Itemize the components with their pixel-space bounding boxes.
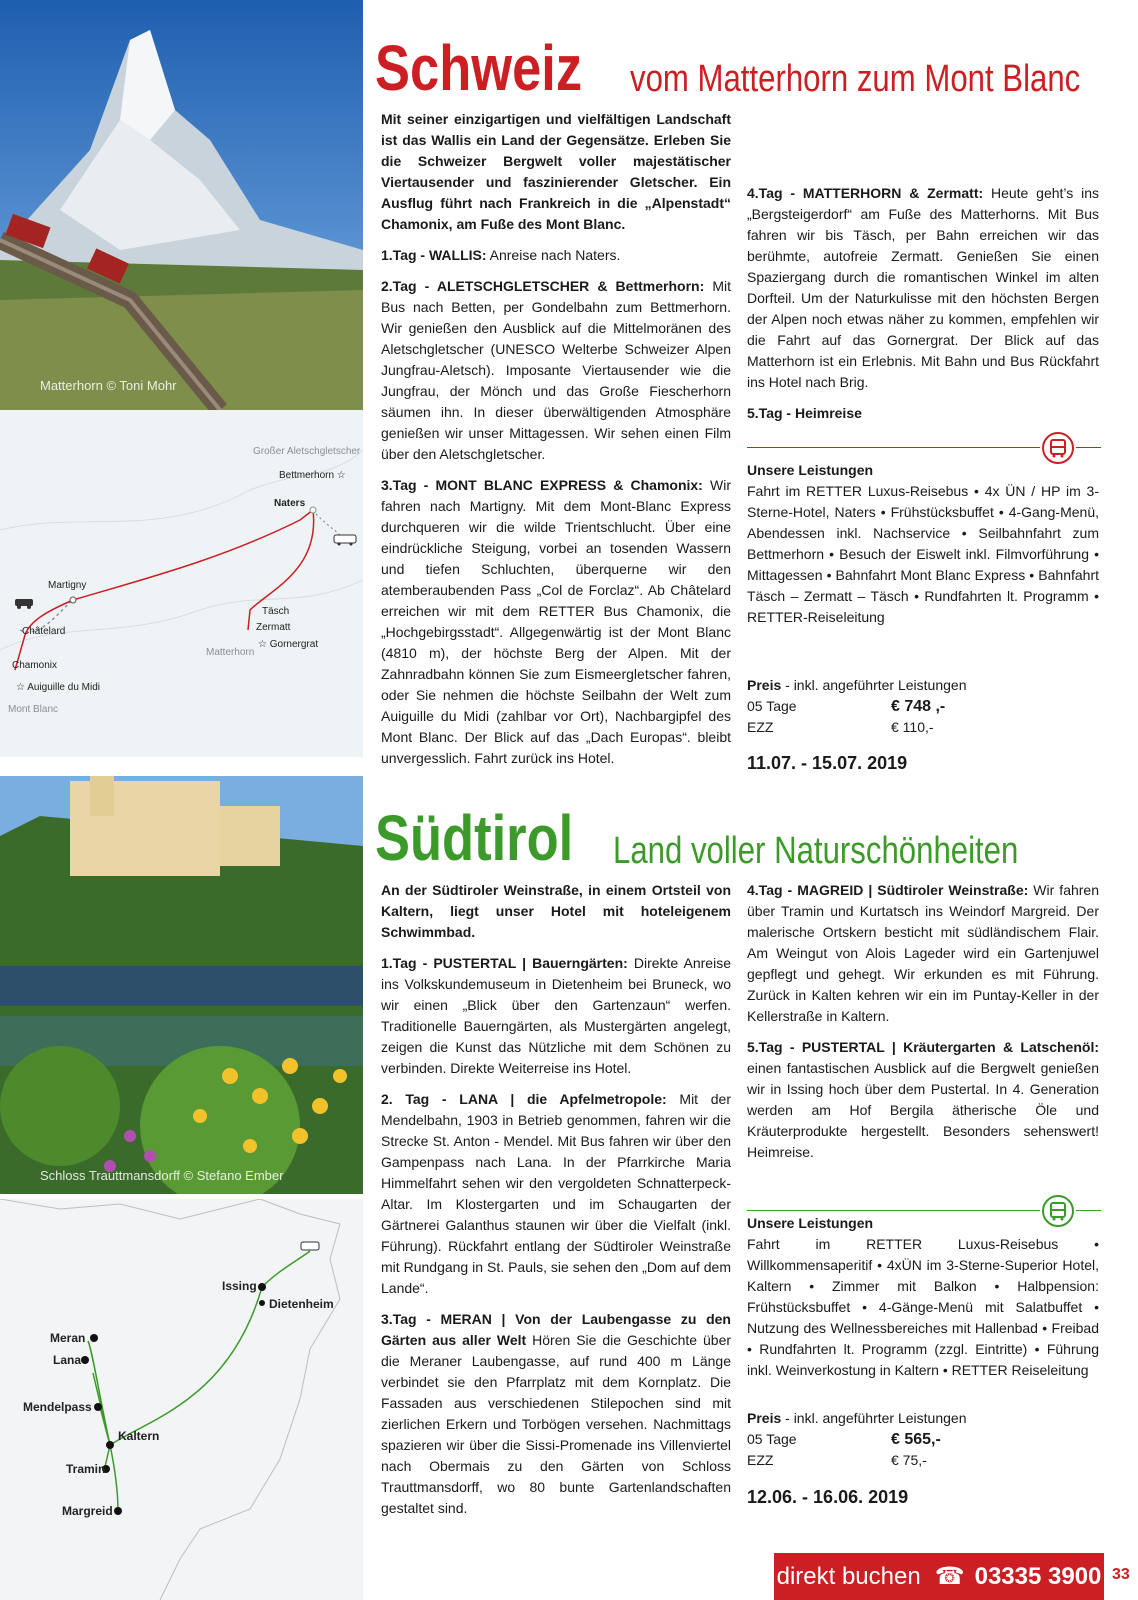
services-text: Fahrt im RETTER Luxus-Reisebus • 4x ÜN / HP im 3-Sterne-Hotel, Naters • Frühstücksbuffet • 4-Gang-Menü, Abendessen inkl. Nachservice • Seilbahnfahrt zum Bettmerhorn • Besuch der Eiswelt inkl. Filmvorführung • Mittagessen • Bahnfahrt Mont Blanc Express • Bahnfahrt Täsch – Zermatt – Täsch • Rundfahrten lt. Programm • RETTER-Reiseleitung <box>747 483 1099 625</box>
day-text: Direkte Anreise ins Volkskundemuseum in Dietenheim bei Bruneck, wo wir einen „Blick über den Gartenzaun“ werfen. Traditionelle Bauerngärten, als Mustergärten angelegt, zeigen die Kunst das Nützliche mit dem Schönen zu verbinden. Direkte Weiterreise ins Hotel. <box>381 955 731 1076</box>
price-value: € 748 ,- <box>891 698 946 715</box>
suedtirol-services <box>747 1213 1099 1381</box>
map-label-chamonix: Chamonix <box>12 660 58 671</box>
map-label-bettmerhorn: Bettmerhorn ☆ <box>279 470 346 481</box>
ezz-label: EZZ <box>747 719 774 735</box>
suedtirol-column-1 <box>381 880 731 1519</box>
price-days: 05 Tage <box>747 1431 797 1447</box>
price-heading: Preis <box>747 677 782 693</box>
day-heading: 4.Tag - MATTERHORN & Zermatt: <box>747 185 984 201</box>
map-label-dietenheim: Dietenheim <box>269 1297 334 1311</box>
schweiz-column-1 <box>381 109 731 769</box>
day-heading: 2. Tag - LANA | die Apfelmetropole: <box>381 1091 667 1107</box>
map-label-chatelard: Châtelard <box>22 626 66 637</box>
price-heading: Preis <box>747 1410 782 1426</box>
car-icon <box>14 596 36 610</box>
day-heading: 4.Tag - MAGREID | Südtiroler Weinstraße: <box>747 882 1029 898</box>
schweiz-services <box>747 460 1099 628</box>
day-heading: 1.Tag - WALLIS: <box>381 247 487 263</box>
phone-icon: ☎ <box>934 1563 965 1590</box>
schweiz-title: Schweiz <box>375 32 583 104</box>
bus-icon <box>300 1241 322 1253</box>
day-text: Wir fahren nach Martigny. Mit dem Mont-Blanc Express durchqueren wir die wilde Trientschlucht. Über eine eindrückliche Steigung, vorbei an tosenden Wassern und tiefen Schluchten, überquerne wir den atemberaubenden Pass „Col de Forclaz“. Ab Châtelard erreichen wir mit dem RETTER Bus Chamonix, die „Hochgebirgsstadt“. Allgegenwärtig ist der Mont Blanc (4810 m), der höchste Berg der Alpen. Mit der Zahnradbahn können Sie zum Eismeergletscher fahren, oder Sie nehmen die höchste Seilbahn der Welt zum Auiguille du Midi (zahlbar vor Ort), Nachbargipfel des Mont Blanc. Der Blick auf das „Dach Europas“. bleibt unvergesslich. Fahrt zurück ins Hotel. <box>381 477 732 766</box>
day-text: Anreise nach Naters. <box>489 247 621 263</box>
map-label-meran: Meran <box>50 1331 86 1345</box>
book-now-banner[interactable] <box>774 1553 1104 1600</box>
trauttmansdorff-photo <box>0 776 363 1194</box>
map-label-naters: Naters <box>274 498 306 509</box>
day-text: Wir fahren über Tramin und Kurtatsch ins Weindorf Margreid. Der malerische Ortskern besticht mit südländischem Flair. Am Weingut von Alois Lageder wird ein Gartenjuwel gepflegt und gehegt. Wir erkunden es mit Führung. Zurück in Kalten kehren wir ein im Puntay-Keller in der Kellerstraße in Kaltern. <box>747 882 1099 1024</box>
suedtirol-column-2 <box>747 880 1099 1173</box>
map-label-tasch: Täsch <box>262 606 290 617</box>
page-number: 33 <box>1112 1566 1130 1583</box>
map-label-gornergrat: ☆ Gornergrat <box>258 639 319 650</box>
day-heading: 5.Tag - Heimreise <box>747 405 862 421</box>
ezz-value: € 75,- <box>891 1452 927 1468</box>
matterhorn-photo <box>0 0 363 410</box>
map-label-tramin: Tramin <box>66 1462 106 1476</box>
book-now-label: direkt buchen <box>776 1562 921 1590</box>
map-label-kaltern: Kaltern <box>118 1429 160 1443</box>
intro: Mit seiner einzigartigen und vielfältigen Landschaft ist das Wallis ein Land der Gegensätze. Erleben Sie die Schweizer Bergwelt voller majestätischer Viertausender und faszinierender Gletscher. Ein Ausflug führt nach Frankreich in die „Alpenstadt“ Chamonix, am Fuße des Mont Blanc. <box>381 111 731 232</box>
price-note: - inkl. angeführter Leistungen <box>781 1410 967 1426</box>
day-text: Mit der Mendelbahn, 1903 in Betrieb genommen, fahren wir die Strecke St. Anton - Mendel. Mit Bus fahren wir über den Gampenpass nach Lana. In der Pfarrkirche Maria Himmelfahrt sehen wir den vergoldeten Schnatterpeck-Altar. Im Klostergarten und im Schaugarten der Gärtnerei Galanthus staunen wir über die Vielfalt (inkl. Führung). Rückfahrt entlang der Südtiroler Weinstraße mit Rundgang in St. Pauls, sie sehen den „Dom auf dem Lande“. <box>381 1091 731 1296</box>
map-label-auiguille: ☆ Auiguille du Midi <box>16 682 101 693</box>
travel-dates: 11.07. - 15.07. 2019 <box>747 753 908 773</box>
suedtirol-title: Südtirol <box>375 802 574 874</box>
services-heading: Unsere Leistungen <box>747 462 874 478</box>
map-label-margreid: Margreid <box>62 1504 113 1518</box>
map-label-zermatt: Zermatt <box>256 622 291 633</box>
schweiz-column-2 <box>747 109 1099 120</box>
bus-icon <box>333 534 359 546</box>
day-heading: 1.Tag - PUSTERTAL | Bauerngärten: <box>381 955 628 971</box>
schweiz-price <box>747 675 1099 738</box>
price-value: € 565,- <box>891 1431 941 1448</box>
phone-number: 03335 3900 <box>974 1562 1102 1590</box>
map-label-lana: Lana <box>53 1353 82 1367</box>
map-label-matterhorn: Matterhorn <box>206 647 255 658</box>
suedtirol-subtitle: Land voller Naturschönheiten <box>613 830 1019 872</box>
day-heading: 3.Tag - MONT BLANC EXPRESS & Chamonix: <box>381 477 703 493</box>
photo-caption: Schloss Trauttmansdorff © Stefano Ember <box>40 1168 284 1183</box>
price-note: - inkl. angeführter Leistungen <box>781 677 967 693</box>
day-heading: 2.Tag - ALETSCHGLETSCHER & Bettmerhorn: <box>381 278 705 294</box>
services-text: Fahrt im RETTER Luxus-Reisebus • Willkommensaperitif • 4xÜN im 3-Sterne-Superior Hotel, Kaltern • Zimmer mit Balkon • Halbpension: Frühstücksbuffet • 4-Gänge-Menü mit Salatbuffet • Nutzung des Wellnessbereiches mit Hallenbad • Freibad • Rundfahrten lt. Programm (zzgl. Eintritte) • Führung inkl. Weinverkostung in Kaltern • RETTER Reiseleitung <box>747 1236 1099 1378</box>
ezz-label: EZZ <box>747 1452 774 1468</box>
day-text: einen fantastischen Ausblick auf die Bergwelt genießen wir in Issing hoch über dem Pustertal. In 4. Generation werden am Hof Bergila ätherische Öle und Kräuterprodukte hergestellt. Besonders sehenswert! Heimreise. <box>747 1060 1099 1160</box>
ezz-value: € 110,- <box>891 719 934 735</box>
map-label-montblanc: Mont Blanc <box>8 704 59 715</box>
price-days: 05 Tage <box>747 698 797 714</box>
services-heading: Unsere Leistungen <box>747 1215 874 1231</box>
schweiz-subtitle: vom Matterhorn zum Mont Blanc <box>630 58 1081 100</box>
map-label-glacier: Großer Aletschgletscher <box>253 446 361 457</box>
intro: An der Südtiroler Weinstraße, in einem Ortsteil von Kaltern, liegt unser Hotel mit hoteleigenem Schwimmbad. <box>381 882 731 940</box>
map-label-issing: Issing <box>222 1279 257 1293</box>
suedtirol-price <box>747 1408 1099 1471</box>
suedtirol-route-map <box>0 1199 363 1600</box>
day-text: Heute geht’s ins „Bergsteigerdorf“ am Fuße des Matterhorns. Mit Bus fahren wir bis Täsch, per Bahn erreichen wir das berühmte, autofreie Zermatt. Genießen Sie einen Spaziergang durch die romantischen Winkel im alten Dorfteil. Um der Naturkulisse mit den höchsten Bergen der Alpen noch etwas näher zu kommen, empfehlen wir die Fahrt auf das Gornergrat. Der Blick auf das Matterhorn ist ein Erlebnis. Mit Bahn und Bus Rückfahrt ins Hotel nach Brig. <box>747 185 1100 390</box>
schweiz-route-map <box>0 410 363 757</box>
travel-dates: 12.06. - 16.06. 2019 <box>747 1487 909 1507</box>
day-heading: 5.Tag - PUSTERTAL | Kräutergarten & Latschenöl: <box>747 1039 1099 1055</box>
day-text: Hören Sie die Geschichte über die Meraner Laubengasse, auf rund 400 m Länge verbindet sie den Pfarrplatz mit dem Kornplatz. Die Fassaden aus verschiedenen Stilepochen sind mit zierlichen Erkern und Torbögen versehen. Nachmittags spazieren wir über die Sissi-Promenade ins Villenviertel nach Obermais zu den Gärten von Schloss Trauttmansdorff, wo 80 bunte Gartenlandschaften gestaltet sind. <box>381 1332 732 1516</box>
day-heading: 3.Tag - MERAN | Von der Laubengasse zu den Gärten aus aller Welt <box>381 1311 731 1348</box>
map-label-martigny: Martigny <box>48 580 87 591</box>
photo-caption: Matterhorn © Toni Mohr <box>40 378 177 393</box>
schweiz-column-2-days <box>747 183 1099 434</box>
day-text: Mit Bus nach Betten, per Gondelbahn zum Bettmerhorn. Wir genießen den Ausblick auf die Mittelmoränen des Aletschgletscher (UNESCO Welterbe Schweizer Alpen Jungfrau-Aletsch). Imposante Viertausender wie die Jungfrau, der Mönch und das Große Fiescherhorn säumen ihn. In dieser überwältigenden Atmosphäre genießen wir unser Mittagessen. Wir sehen einen Film über den Aletschgletscher. <box>381 278 731 462</box>
map-label-mendelpass: Mendelpass <box>23 1400 92 1414</box>
